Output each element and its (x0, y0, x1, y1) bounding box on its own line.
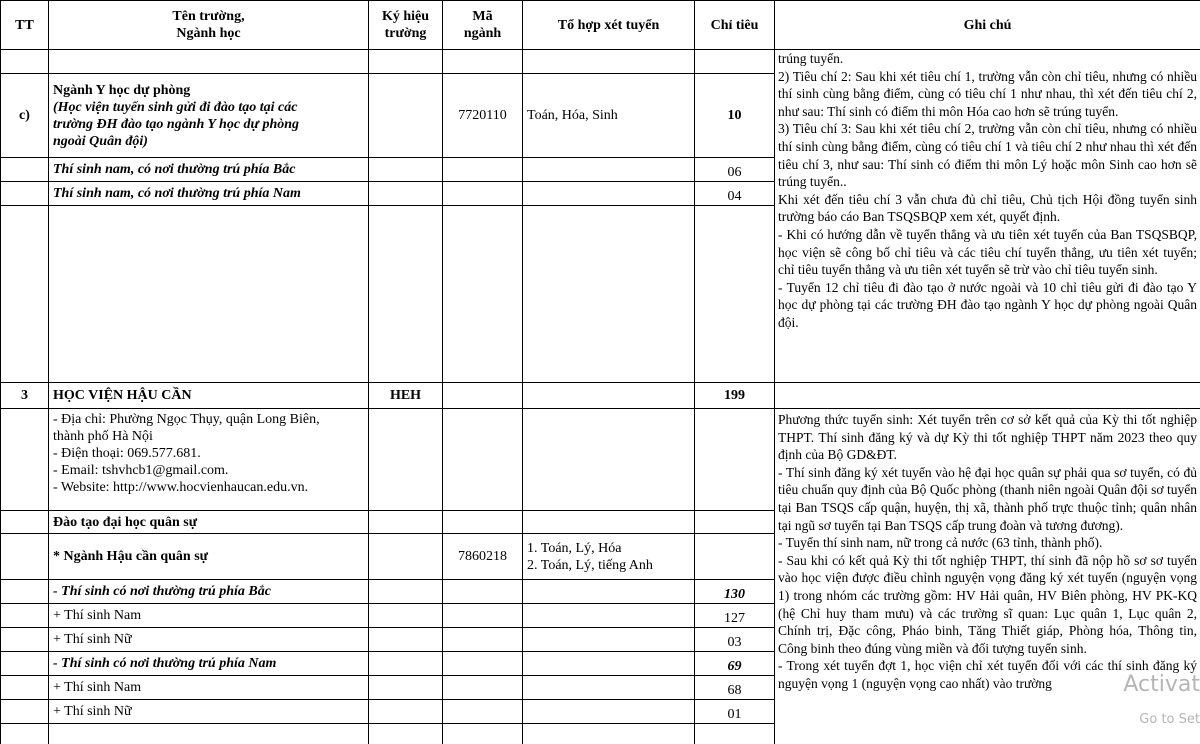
row-tt: c) (1, 74, 49, 158)
table-header-row (1, 1, 1200, 50)
header-school: Tên trường, Ngành học (49, 1, 369, 50)
table-row (1, 50, 1200, 74)
quota: 69 (695, 652, 775, 676)
header-combo: Tổ hợp xét tuyển (523, 1, 695, 50)
note-cell-section-c: trúng tuyển. 2) Tiêu chí 2: Sau khi xét tiêu chí 1, trường vẫn còn chỉ tiêu, nhưng có nhiều thí sinh cùng bằng điểm, cùng có tiêu chí 1 như nhau, thì xét đến tiêu chí 2, như sau: Thí sinh có điểm thi môn Hóa cao hơn sẽ trúng tuyển. 3) Tiêu chí 3: Sau khi xét tiêu chí 2, trường vẫn còn chỉ tiêu, nhưng có nhiều thí sinh cùng bằng điểm, cùng có tiêu chí 1 và tiêu chí 2 như nhau thì xét đến tiêu chí 3, như sau: Thí sinh có điểm thi môn Lý hoặc môn Sinh cao hơn sẽ trúng tuyển.. Khi xét đến tiêu chí 3 vẫn chưa đủ chỉ tiêu, Chủ tịch Hội đồng tuyển sinh trường báo cáo Ban TSQSBQP xem xét, quyết định. - Khi có hướng dẫn về tuyển thẳng và ưu tiên xét tuyển của Ban TSQSBQP, học viện sẽ công bố chỉ tiêu và các tiêu chí tuyển thẳng, ưu tiên xét tuyển; chỉ tiêu tuyển thẳng và ưu tiên xét tuyển sẽ trừ vào chỉ tiêu tuyển sinh. - Tuyển 12 chỉ tiêu đi đào tạo ở nước ngoài và 10 chỉ tiêu gửi đi đào tạo Y học dự phòng tại các trường ĐH đào tạo ngành Y học dự phòng ngoài Quân đội. (775, 50, 1200, 383)
row-tt: 3 (1, 383, 49, 409)
quota: 06 (695, 158, 775, 182)
row-label: Thí sinh nam, có nơi thường trú phía Bắc (49, 158, 369, 182)
contact-cell: - Địa chỉ: Phường Ngọc Thụy, quận Long Biên, thành phố Hà Nội - Điện thoại: 069.577.681. - Email: tshvhcb1@gmail.com. - Website: http://www.hocvienhaucan.edu.vn. (49, 409, 369, 511)
major-title-cell: Ngành Y học dự phòng (Học viện tuyển sinh gửi đi đào tạo tại các trường ĐH đào tạo ngành Y học dự phòng ngoài Quân đội) (49, 74, 369, 158)
table-row-school (1, 383, 1200, 409)
training-type: Đào tạo đại học quân sự (49, 511, 369, 534)
row-label: + Thí sinh Nữ (49, 700, 369, 724)
row-label: Thí sinh nam, có nơi thường trú phía Nam (49, 182, 369, 206)
row-label: - Thí sinh có nơi thường trú phía Nam (49, 652, 369, 676)
combo: Toán, Hóa, Sinh (523, 74, 695, 158)
row-label: + Thí sinh Nam (49, 604, 369, 628)
quota: 130 (695, 580, 775, 604)
quota: 01 (695, 700, 775, 724)
header-tt: TT (1, 1, 49, 50)
major-title: Ngành Y học dự phòng (53, 82, 191, 98)
quota: 68 (695, 676, 775, 700)
row-label: + Thí sinh Nữ (49, 628, 369, 652)
quota: 199 (695, 383, 775, 409)
major-code: 7860218 (443, 534, 523, 580)
header-note: Ghi chú (775, 1, 1200, 50)
header-school-code: Ký hiệu trường (369, 1, 443, 50)
school-code: HEH (369, 383, 443, 409)
school-name: HỌC VIỆN HẬU CẦN (49, 383, 369, 409)
table-row (1, 409, 1200, 511)
header-quota: Chỉ tiêu (695, 1, 775, 50)
major-name: * Ngành Hậu cần quân sự (49, 534, 369, 580)
quota: 04 (695, 182, 775, 206)
document-page: TT Tên trường, Ngành học Ký hiệu trường Mã ngành Tổ hợp xét tuyển Chỉ tiêu Ghi chú trúng tuyển. 2) Tiêu chí 2: Sau khi xét tiêu chí 1, trường vẫn còn chỉ tiêu, nhưng có nhiều thí sinh cùng bằng điểm, cùng có tiêu chí 1 như nhau, thì xét đến tiêu chí 2, như sau: Thí sinh có điểm thi môn Hóa cao hơn sẽ trúng tuyển. 3) Tiêu chí 3: Sau khi xét tiêu chí 2, trường vẫn còn chỉ tiêu, nhưng có nhiều thí sinh cùng bằng điểm, cùng có tiêu chí 1 và tiêu chí 2 như nhau thì xét đến tiêu chí 3, như sau: Thí sinh có điểm thi môn Lý hoặc môn Sinh cao hơn sẽ trúng tuyển.. Khi xét đến tiêu chí 3 vẫn chưa đủ chỉ tiêu, Chủ tịch Hội đồng tuyển sinh trường báo cáo Ban TSQSBQP xem xét, quyết định. - Khi có hướng dẫn về tuyển thẳng và ưu tiên xét tuyển của Ban TSQSBQP, học viện sẽ công bố chỉ tiêu và các tiêu chí tuyển thẳng, ưu tiên xét tuyển; chỉ tiêu tuyển thẳng và ưu tiên xét tuyển sẽ trừ vào chỉ tiêu tuyển sinh. - Tuyển 12 chỉ tiêu đi đào tạo ở nước ngoài và 10 chỉ tiêu gửi đi đào tạo Y học dự phòng tại các trường ĐH đào tạo ngành Y học dự phòng ngoài Quân đội. c) Ngành Y học dự phòng (Học viện tuyển sinh gửi đi đào tạo tại các trường ĐH đào tạo ngành Y học dự phòng ngoài Quân đội) 7720110 Toán, Hóa, Sinh 10 Thí sinh nam, có nơi thường trú phía Bắc 06 Thí sinh nam, có nơi thường trú phía Nam 04 3 HỌC VIỆN HẬU CẦN HEH 199 - Địa chỉ: Phường Ngọc Thụy, quận Long Biên, thành phố Hà Nội - Điện thoại: 069.577.681. - Email: tshvhcb1@gmail.com. - Website: http://www.hocvienhaucan.edu.vn. Phương thức tuyển sinh: Xét tuyển trên cơ sở kết quả của Kỳ thi tốt nghiệp THPT. Thí sinh đăng ký và dự Kỳ thi tốt nghiệp THPT năm 2023 theo quy định của Bộ GD&ĐT. - Thí sinh đăng ký xét tuyển vào hệ đại học quân sự phải qua sơ tuyển, có đủ tiêu chuẩn quy định của Bộ Quốc phòng (thanh niên ngoài Quân đội sơ tuyển tại Ban TSQS cấp quận, huyện, thị xã, thành phố trực thuộc tỉnh; quân nhân tại ngũ sơ tuyển tại Ban TSQS cấp trung đoàn và tương đương). - Tuyển thí sinh nam, nữ trong cả nước (63 tỉnh, thành phố). - Sau khi có kết quả Kỳ thi tốt nghiệp THPT, thí sinh đã nộp hồ sơ sơ tuyển vào học viện được điều chỉnh nguyện vọng đăng ký xét tuyển (nguyện vọng 1) trong nhóm các trường gồm: HV Hải quân, HV Biên phòng, HV PK-KQ (hệ Chỉ huy tham mưu) và các trường sĩ quan: Lục quân 1, Lục quân 2, Chính trị, Đặc công, Pháo binh, Tăng Thiết giáp, Phòng hóa, Thông tin, Công binh theo đúng vùng miền và đối tượng tuyển sinh. - Trong xét tuyển đợt 1, học viện chỉ xét tuyển đối với các thí sinh đăng ký nguyện vọng 1 (nguyện vọng cao nhất) vào trường Đào tạo đại học quân sự * Ngành Hậu cần quân sự 7860218 1. Toán, Lý, Hóa 2. Toán, Lý, tiếng Anh - Thí sinh có nơi thường trú phía Bắc 130 + Thí sinh Nam 127 + Thí sinh Nữ 03 - Thí sinh có nơi thường trú phía Nam 69 + Thí sinh Nam 68 + Thí sinh Nữ 01 Activat Go to Set (0, 0, 1200, 744)
combo-cell: 1. Toán, Lý, Hóa 2. Toán, Lý, tiếng Anh (523, 534, 695, 580)
row-label: + Thí sinh Nam (49, 676, 369, 700)
note-cell-school3: Phương thức tuyển sinh: Xét tuyển trên cơ sở kết quả của Kỳ thi tốt nghiệp THPT. Thí sinh đăng ký và dự Kỳ thi tốt nghiệp THPT năm 2023 theo quy định của Bộ GD&ĐT. - Thí sinh đăng ký xét tuyển vào hệ đại học quân sự phải qua sơ tuyển, có đủ tiêu chuẩn quy định của Bộ Quốc phòng (thanh niên ngoài Quân đội sơ tuyển tại Ban TSQS cấp quận, huyện, thị xã, thành phố trực thuộc tỉnh; quân nhân tại ngũ sơ tuyển tại Ban TSQS cấp trung đoàn và tương đương). - Tuyển thí sinh nam, nữ trong cả nước (63 tỉnh, thành phố). - Sau khi có kết quả Kỳ thi tốt nghiệp THPT, thí sinh đã nộp hồ sơ sơ tuyển vào học viện được điều chỉnh nguyện vọng đăng ký xét tuyển (nguyện vọng 1) trong nhóm các trường gồm: HV Hải quân, HV Biên phòng, HV PK-KQ (hệ Chỉ huy tham mưu) và các trường sĩ quan: Lục quân 1, Lục quân 2, Chính trị, Đặc công, Pháo binh, Tăng Thiết giáp, Phòng hóa, Thông tin, Công binh theo đúng vùng miền và đối tượng tuyển sinh. - Trong xét tuyển đợt 1, học viện chỉ xét tuyển đối với các thí sinh đăng ký nguyện vọng 1 (nguyện vọng cao nhất) vào trường (775, 409, 1200, 744)
quota: 10 (695, 74, 775, 158)
header-major-code: Mã ngành (443, 1, 523, 50)
major-code: 7720110 (443, 74, 523, 158)
row-label: - Thí sinh có nơi thường trú phía Bắc (49, 580, 369, 604)
quota: 03 (695, 628, 775, 652)
quota: 127 (695, 604, 775, 628)
